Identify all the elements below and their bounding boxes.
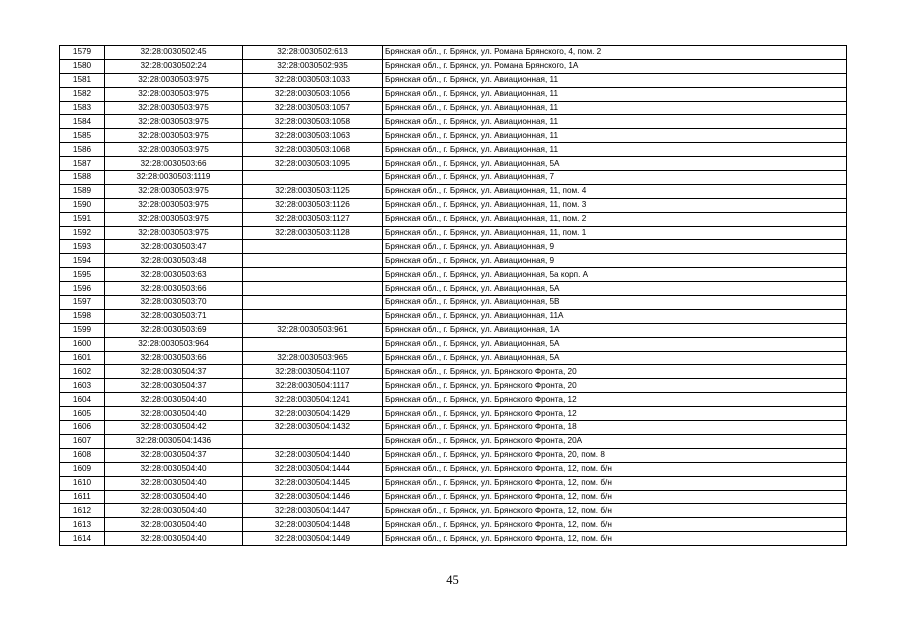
parcel-cadastral-number-cell: 32:28:0030503:71 [105,309,243,323]
object-cadastral-number-cell: 32:28:0030504:1107 [243,365,383,379]
parcel-cadastral-number-cell: 32:28:0030504:40 [105,532,243,546]
object-cadastral-number-cell: 32:28:0030504:1117 [243,379,383,393]
cadastral-table-body [60,46,847,546]
parcel-cadastral-number-cell: 32:28:0030503:975 [105,129,243,143]
table-row [60,337,847,351]
address-cell: Брянская обл., г. Брянск, ул. Авиационная, 11 [383,73,847,87]
table-row [60,393,847,407]
address-cell: Брянская обл., г. Брянск, ул. Брянского Фронта, 20 [383,379,847,393]
parcel-cadastral-number-cell: 32:28:0030503:975 [105,212,243,226]
row-number-cell: 1596 [60,282,105,296]
address-cell: Брянская обл., г. Брянск, ул. Авиационная, 5А [383,282,847,296]
parcel-cadastral-number-cell: 32:28:0030502:24 [105,59,243,73]
address-cell: Брянская обл., г. Брянск, ул. Авиационная, 11, пом. 3 [383,198,847,212]
object-cadastral-number-cell: 32:28:0030503:1095 [243,157,383,171]
row-number-cell: 1594 [60,254,105,268]
row-number-cell: 1595 [60,268,105,282]
address-cell: Брянская обл., г. Брянск, ул. Авиационная, 11 [383,101,847,115]
row-number-cell: 1614 [60,532,105,546]
table-row [60,115,847,129]
parcel-cadastral-number-cell: 32:28:0030504:42 [105,421,243,435]
object-cadastral-number-cell: 32:28:0030504:1448 [243,518,383,532]
object-cadastral-number-cell: 32:28:0030504:1446 [243,490,383,504]
address-cell: Брянская обл., г. Брянск, ул. Авиационная, 5В [383,296,847,310]
address-cell: Брянская обл., г. Брянск, ул. Авиационная, 5а корп. А [383,268,847,282]
table-row [60,87,847,101]
address-cell: Брянская обл., г. Брянск, ул. Авиационная, 11, пом. 2 [383,212,847,226]
parcel-cadastral-number-cell: 32:28:0030503:66 [105,157,243,171]
parcel-cadastral-number-cell: 32:28:0030503:964 [105,337,243,351]
object-cadastral-number-cell: 32:28:0030504:1445 [243,476,383,490]
table-row [60,157,847,171]
object-cadastral-number-cell: 32:28:0030503:1033 [243,73,383,87]
row-number-cell: 1609 [60,462,105,476]
object-cadastral-number-cell [243,171,383,185]
object-cadastral-number-cell [243,254,383,268]
address-cell: Брянская обл., г. Брянск, ул. Брянского Фронта, 12, пом. б/н [383,518,847,532]
object-cadastral-number-cell: 32:28:0030504:1432 [243,421,383,435]
page-number: 45 [446,573,459,587]
object-cadastral-number-cell: 32:28:0030503:1056 [243,87,383,101]
object-cadastral-number-cell: 32:28:0030504:1447 [243,504,383,518]
address-cell: Брянская обл., г. Брянск, ул. Авиационная, 9 [383,240,847,254]
address-cell: Брянская обл., г. Брянск, ул. Авиационная, 11 [383,143,847,157]
parcel-cadastral-number-cell: 32:28:0030504:40 [105,518,243,532]
table-row [60,212,847,226]
table-row [60,171,847,185]
address-cell: Брянская обл., г. Брянск, ул. Авиационная, 11А [383,309,847,323]
row-number-cell: 1608 [60,448,105,462]
row-number-cell: 1613 [60,518,105,532]
object-cadastral-number-cell: 32:28:0030502:613 [243,46,383,60]
parcel-cadastral-number-cell: 32:28:0030502:45 [105,46,243,60]
table-row [60,351,847,365]
address-cell: Брянская обл., г. Брянск, ул. Авиационная, 11 [383,129,847,143]
address-cell: Брянская обл., г. Брянск, ул. Романа Брянского, 4, пом. 2 [383,46,847,60]
row-number-cell: 1585 [60,129,105,143]
parcel-cadastral-number-cell: 32:28:0030503:975 [105,87,243,101]
table-row [60,532,847,546]
address-cell: Брянская обл., г. Брянск, ул. Авиационная, 1А [383,323,847,337]
row-number-cell: 1583 [60,101,105,115]
address-cell: Брянская обл., г. Брянск, ул. Брянского Фронта, 12, пом. б/н [383,462,847,476]
address-cell: Брянская обл., г. Брянск, ул. Авиационная, 11, пом. 4 [383,184,847,198]
address-cell: Брянская обл., г. Брянск, ул. Брянского Фронта, 20А [383,434,847,448]
object-cadastral-number-cell: 32:28:0030503:1063 [243,129,383,143]
table-row [60,323,847,337]
table-row [60,407,847,421]
address-cell: Брянская обл., г. Брянск, ул. Авиационная, 7 [383,171,847,185]
row-number-cell: 1581 [60,73,105,87]
table-row [60,240,847,254]
object-cadastral-number-cell [243,337,383,351]
address-cell: Брянская обл., г. Брянск, ул. Брянского Фронта, 12, пом. б/н [383,476,847,490]
table-row [60,379,847,393]
row-number-cell: 1611 [60,490,105,504]
object-cadastral-number-cell: 32:28:0030504:1429 [243,407,383,421]
row-number-cell: 1584 [60,115,105,129]
object-cadastral-number-cell: 32:28:0030503:1058 [243,115,383,129]
parcel-cadastral-number-cell: 32:28:0030503:1119 [105,171,243,185]
table-row [60,462,847,476]
table-row [60,365,847,379]
address-cell: Брянская обл., г. Брянск, ул. Авиационная, 5А [383,351,847,365]
object-cadastral-number-cell: 32:28:0030503:1127 [243,212,383,226]
row-number-cell: 1582 [60,87,105,101]
address-cell: Брянская обл., г. Брянск, ул. Авиационная, 9 [383,254,847,268]
row-number-cell: 1586 [60,143,105,157]
table-row [60,254,847,268]
object-cadastral-number-cell [243,309,383,323]
table-row [60,309,847,323]
parcel-cadastral-number-cell: 32:28:0030504:37 [105,365,243,379]
table-row [60,504,847,518]
table-row [60,101,847,115]
object-cadastral-number-cell: 32:28:0030502:935 [243,59,383,73]
object-cadastral-number-cell: 32:28:0030503:1125 [243,184,383,198]
address-cell: Брянская обл., г. Брянск, ул. Брянского Фронта, 18 [383,421,847,435]
object-cadastral-number-cell: 32:28:0030503:1126 [243,198,383,212]
object-cadastral-number-cell: 32:28:0030504:1241 [243,393,383,407]
parcel-cadastral-number-cell: 32:28:0030503:975 [105,143,243,157]
address-cell: Брянская обл., г. Брянск, ул. Романа Брянского, 1А [383,59,847,73]
table-row [60,476,847,490]
object-cadastral-number-cell: 32:28:0030503:961 [243,323,383,337]
address-cell: Брянская обл., г. Брянск, ул. Авиационная, 5А [383,157,847,171]
object-cadastral-number-cell [243,240,383,254]
object-cadastral-number-cell: 32:28:0030504:1440 [243,448,383,462]
object-cadastral-number-cell [243,268,383,282]
object-cadastral-number-cell: 32:28:0030503:1057 [243,101,383,115]
parcel-cadastral-number-cell: 32:28:0030503:975 [105,73,243,87]
row-number-cell: 1593 [60,240,105,254]
parcel-cadastral-number-cell: 32:28:0030504:1436 [105,434,243,448]
object-cadastral-number-cell: 32:28:0030504:1444 [243,462,383,476]
table-row [60,448,847,462]
row-number-cell: 1600 [60,337,105,351]
row-number-cell: 1601 [60,351,105,365]
table-row [60,268,847,282]
row-number-cell: 1579 [60,46,105,60]
address-cell: Брянская обл., г. Брянск, ул. Брянского Фронта, 12 [383,393,847,407]
row-number-cell: 1603 [60,379,105,393]
table-row [60,73,847,87]
address-cell: Брянская обл., г. Брянск, ул. Авиационная, 11 [383,87,847,101]
parcel-cadastral-number-cell: 32:28:0030503:975 [105,101,243,115]
parcel-cadastral-number-cell: 32:28:0030504:37 [105,448,243,462]
table-row [60,129,847,143]
object-cadastral-number-cell: 32:28:0030503:1128 [243,226,383,240]
object-cadastral-number-cell: 32:28:0030503:965 [243,351,383,365]
row-number-cell: 1598 [60,309,105,323]
address-cell: Брянская обл., г. Брянск, ул. Брянского Фронта, 12, пом. б/н [383,532,847,546]
table-row [60,421,847,435]
row-number-cell: 1590 [60,198,105,212]
parcel-cadastral-number-cell: 32:28:0030504:40 [105,462,243,476]
parcel-cadastral-number-cell: 32:28:0030503:66 [105,351,243,365]
address-cell: Брянская обл., г. Брянск, ул. Авиационная, 5А [383,337,847,351]
parcel-cadastral-number-cell: 32:28:0030504:37 [105,379,243,393]
address-cell: Брянская обл., г. Брянск, ул. Брянского Фронта, 12 [383,407,847,421]
row-number-cell: 1607 [60,434,105,448]
object-cadastral-number-cell: 32:28:0030504:1449 [243,532,383,546]
object-cadastral-number-cell: 32:28:0030503:1068 [243,143,383,157]
row-number-cell: 1610 [60,476,105,490]
address-cell: Брянская обл., г. Брянск, ул. Брянского Фронта, 20, пом. 8 [383,448,847,462]
row-number-cell: 1602 [60,365,105,379]
row-number-cell: 1605 [60,407,105,421]
table-row [60,518,847,532]
row-number-cell: 1612 [60,504,105,518]
row-number-cell: 1604 [60,393,105,407]
parcel-cadastral-number-cell: 32:28:0030504:40 [105,393,243,407]
table-row [60,490,847,504]
parcel-cadastral-number-cell: 32:28:0030503:48 [105,254,243,268]
address-cell: Брянская обл., г. Брянск, ул. Авиационная, 11 [383,115,847,129]
address-cell: Брянская обл., г. Брянск, ул. Брянского Фронта, 12, пом. б/н [383,504,847,518]
parcel-cadastral-number-cell: 32:28:0030503:975 [105,184,243,198]
table-row [60,46,847,60]
row-number-cell: 1587 [60,157,105,171]
row-number-cell: 1599 [60,323,105,337]
object-cadastral-number-cell [243,296,383,310]
parcel-cadastral-number-cell: 32:28:0030503:975 [105,226,243,240]
parcel-cadastral-number-cell: 32:28:0030504:40 [105,490,243,504]
parcel-cadastral-number-cell: 32:28:0030503:69 [105,323,243,337]
table-row [60,282,847,296]
row-number-cell: 1580 [60,59,105,73]
row-number-cell: 1588 [60,171,105,185]
parcel-cadastral-number-cell: 32:28:0030503:975 [105,115,243,129]
object-cadastral-number-cell [243,282,383,296]
cadastral-table [59,45,847,546]
parcel-cadastral-number-cell: 32:28:0030504:40 [105,504,243,518]
address-cell: Брянская обл., г. Брянск, ул. Брянского Фронта, 12, пом. б/н [383,490,847,504]
parcel-cadastral-number-cell: 32:28:0030504:40 [105,476,243,490]
row-number-cell: 1589 [60,184,105,198]
table-row [60,226,847,240]
row-number-cell: 1591 [60,212,105,226]
table-row [60,198,847,212]
table-row [60,184,847,198]
address-cell: Брянская обл., г. Брянск, ул. Авиационная, 11, пом. 1 [383,226,847,240]
parcel-cadastral-number-cell: 32:28:0030503:66 [105,282,243,296]
table-row [60,434,847,448]
table-row [60,296,847,310]
row-number-cell: 1597 [60,296,105,310]
row-number-cell: 1606 [60,421,105,435]
parcel-cadastral-number-cell: 32:28:0030503:70 [105,296,243,310]
parcel-cadastral-number-cell: 32:28:0030503:975 [105,198,243,212]
table-row [60,59,847,73]
address-cell: Брянская обл., г. Брянск, ул. Брянского Фронта, 20 [383,365,847,379]
object-cadastral-number-cell [243,434,383,448]
row-number-cell: 1592 [60,226,105,240]
table-row [60,143,847,157]
parcel-cadastral-number-cell: 32:28:0030503:47 [105,240,243,254]
parcel-cadastral-number-cell: 32:28:0030503:63 [105,268,243,282]
parcel-cadastral-number-cell: 32:28:0030504:40 [105,407,243,421]
